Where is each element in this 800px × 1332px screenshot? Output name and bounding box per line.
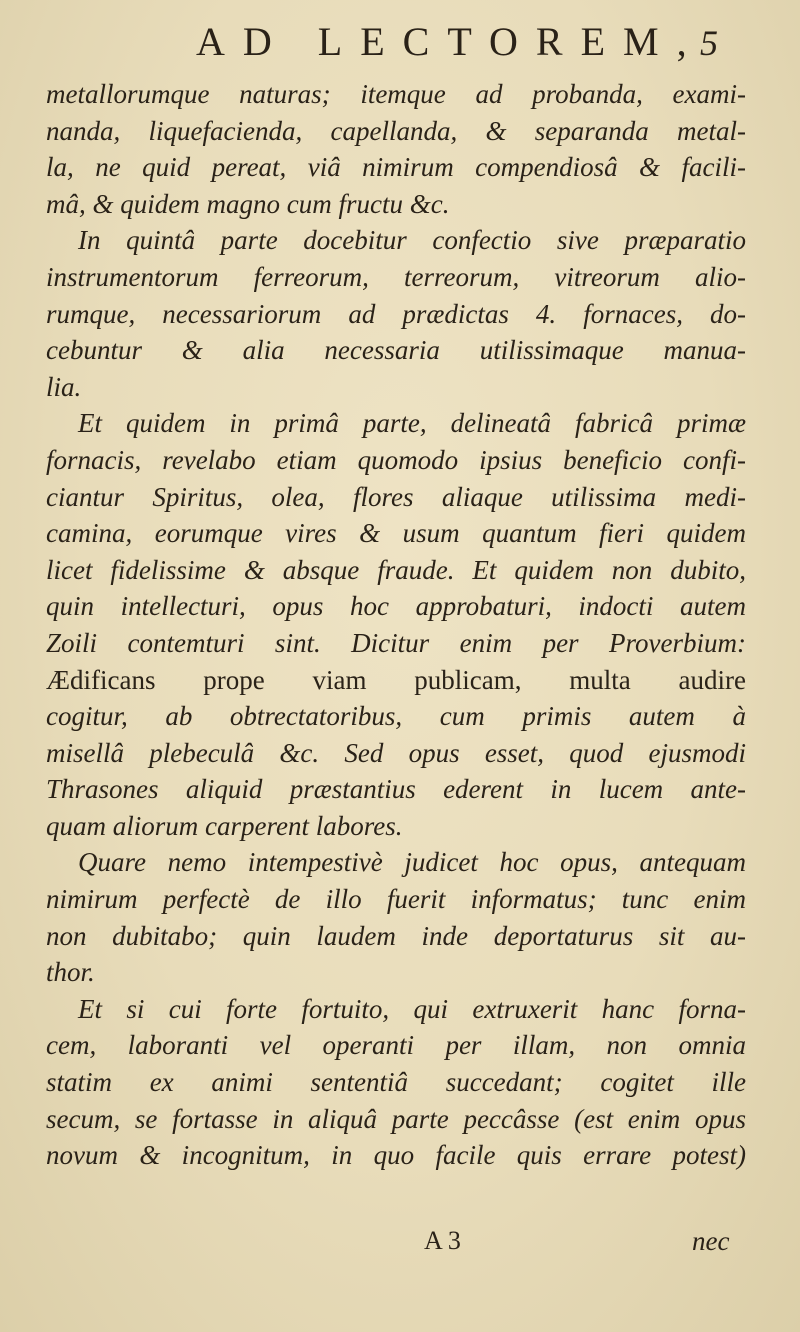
text-line: quin intellecturi, opus hoc approbaturi, indocti autem xyxy=(46,591,746,622)
text-line: licet fidelissime & absque fraude. Et quidem non dubito, xyxy=(46,554,746,585)
text-line: metallorumque naturas; itemque ad probanda, exami- xyxy=(46,79,746,109)
text-line: Et quidem in primâ parte, delineatâ fabricâ primæ xyxy=(78,408,746,439)
text-line: Thrasones aliquid præstantius ederent in lucem ante- xyxy=(46,774,746,805)
text-line: Ædificans prope viam publicam, multa audire xyxy=(46,664,746,695)
text-line: fornacis, revelabo etiam quomodo ipsius beneficio confi- xyxy=(46,444,746,475)
text-line: Zoili contemturi sint. Dicitur enim per Proverbium: xyxy=(46,627,746,658)
signature-mark: A 3 xyxy=(424,1226,461,1255)
text-line: la, ne quid pereat, viâ nimirum compendiosâ & facili- xyxy=(46,152,746,183)
text-line: lia. xyxy=(46,371,82,402)
text-line: nimirum perfectè de illo fuerit informatus; tunc enim xyxy=(46,884,746,915)
text-line: cebuntur & alia necessaria utilissimaque manua- xyxy=(46,335,746,366)
text-line: cem, laboranti vel operanti per illam, non omnia xyxy=(46,1030,746,1061)
text-line: non dubitabo; quin laudem inde deportaturus sit au- xyxy=(46,920,746,951)
text-line: Quare nemo intempestivè judicet hoc opus, antequam xyxy=(78,847,746,878)
text-line: nanda, liquefacienda, capellanda, & separanda metal- xyxy=(46,115,746,146)
text-line: secum, se fortasse in aliquâ parte peccâsse (est enim opus xyxy=(46,1103,746,1134)
page-number: 5 xyxy=(700,23,718,63)
text-line: quam aliorum carperent labores. xyxy=(46,810,403,841)
text-line: cogitur, ab obtrectatoribus, cum primis autem à xyxy=(46,701,746,732)
page-header xyxy=(0,18,800,66)
text-line: novum & incognitum, in quo facile quis errare potest) xyxy=(46,1140,746,1171)
catchword: nec xyxy=(692,1226,730,1256)
text-line: camina, eorumque vires & usum quantum fieri quidem xyxy=(46,518,746,549)
text-line: instrumentorum ferreorum, terreorum, vitreorum alio- xyxy=(46,261,746,292)
text-line: Et si cui forte fortuito, qui extruxerit hanc forna- xyxy=(78,993,746,1024)
text-line: statim ex animi sententiâ succedant; cogitet ille xyxy=(46,1067,746,1098)
text-line: thor. xyxy=(46,957,95,988)
text-line: misellâ plebeculâ &c. Sed opus esset, quod ejusmodi xyxy=(46,737,746,768)
text-line: ciantur Spiritus, olea, flores aliaque utilissima medi- xyxy=(46,481,746,512)
text-line: rumque, necessariorum ad prædictas 4. fornaces, do- xyxy=(46,298,746,329)
page-footer xyxy=(0,1226,800,1266)
page-body-text xyxy=(46,76,746,1174)
running-head: AD LECTOREM, xyxy=(196,19,705,64)
text-line: In quintâ parte docebitur confectio sive præparatio xyxy=(78,225,746,256)
text-line: mâ, & quidem magno cum fructu &c. xyxy=(46,188,450,219)
